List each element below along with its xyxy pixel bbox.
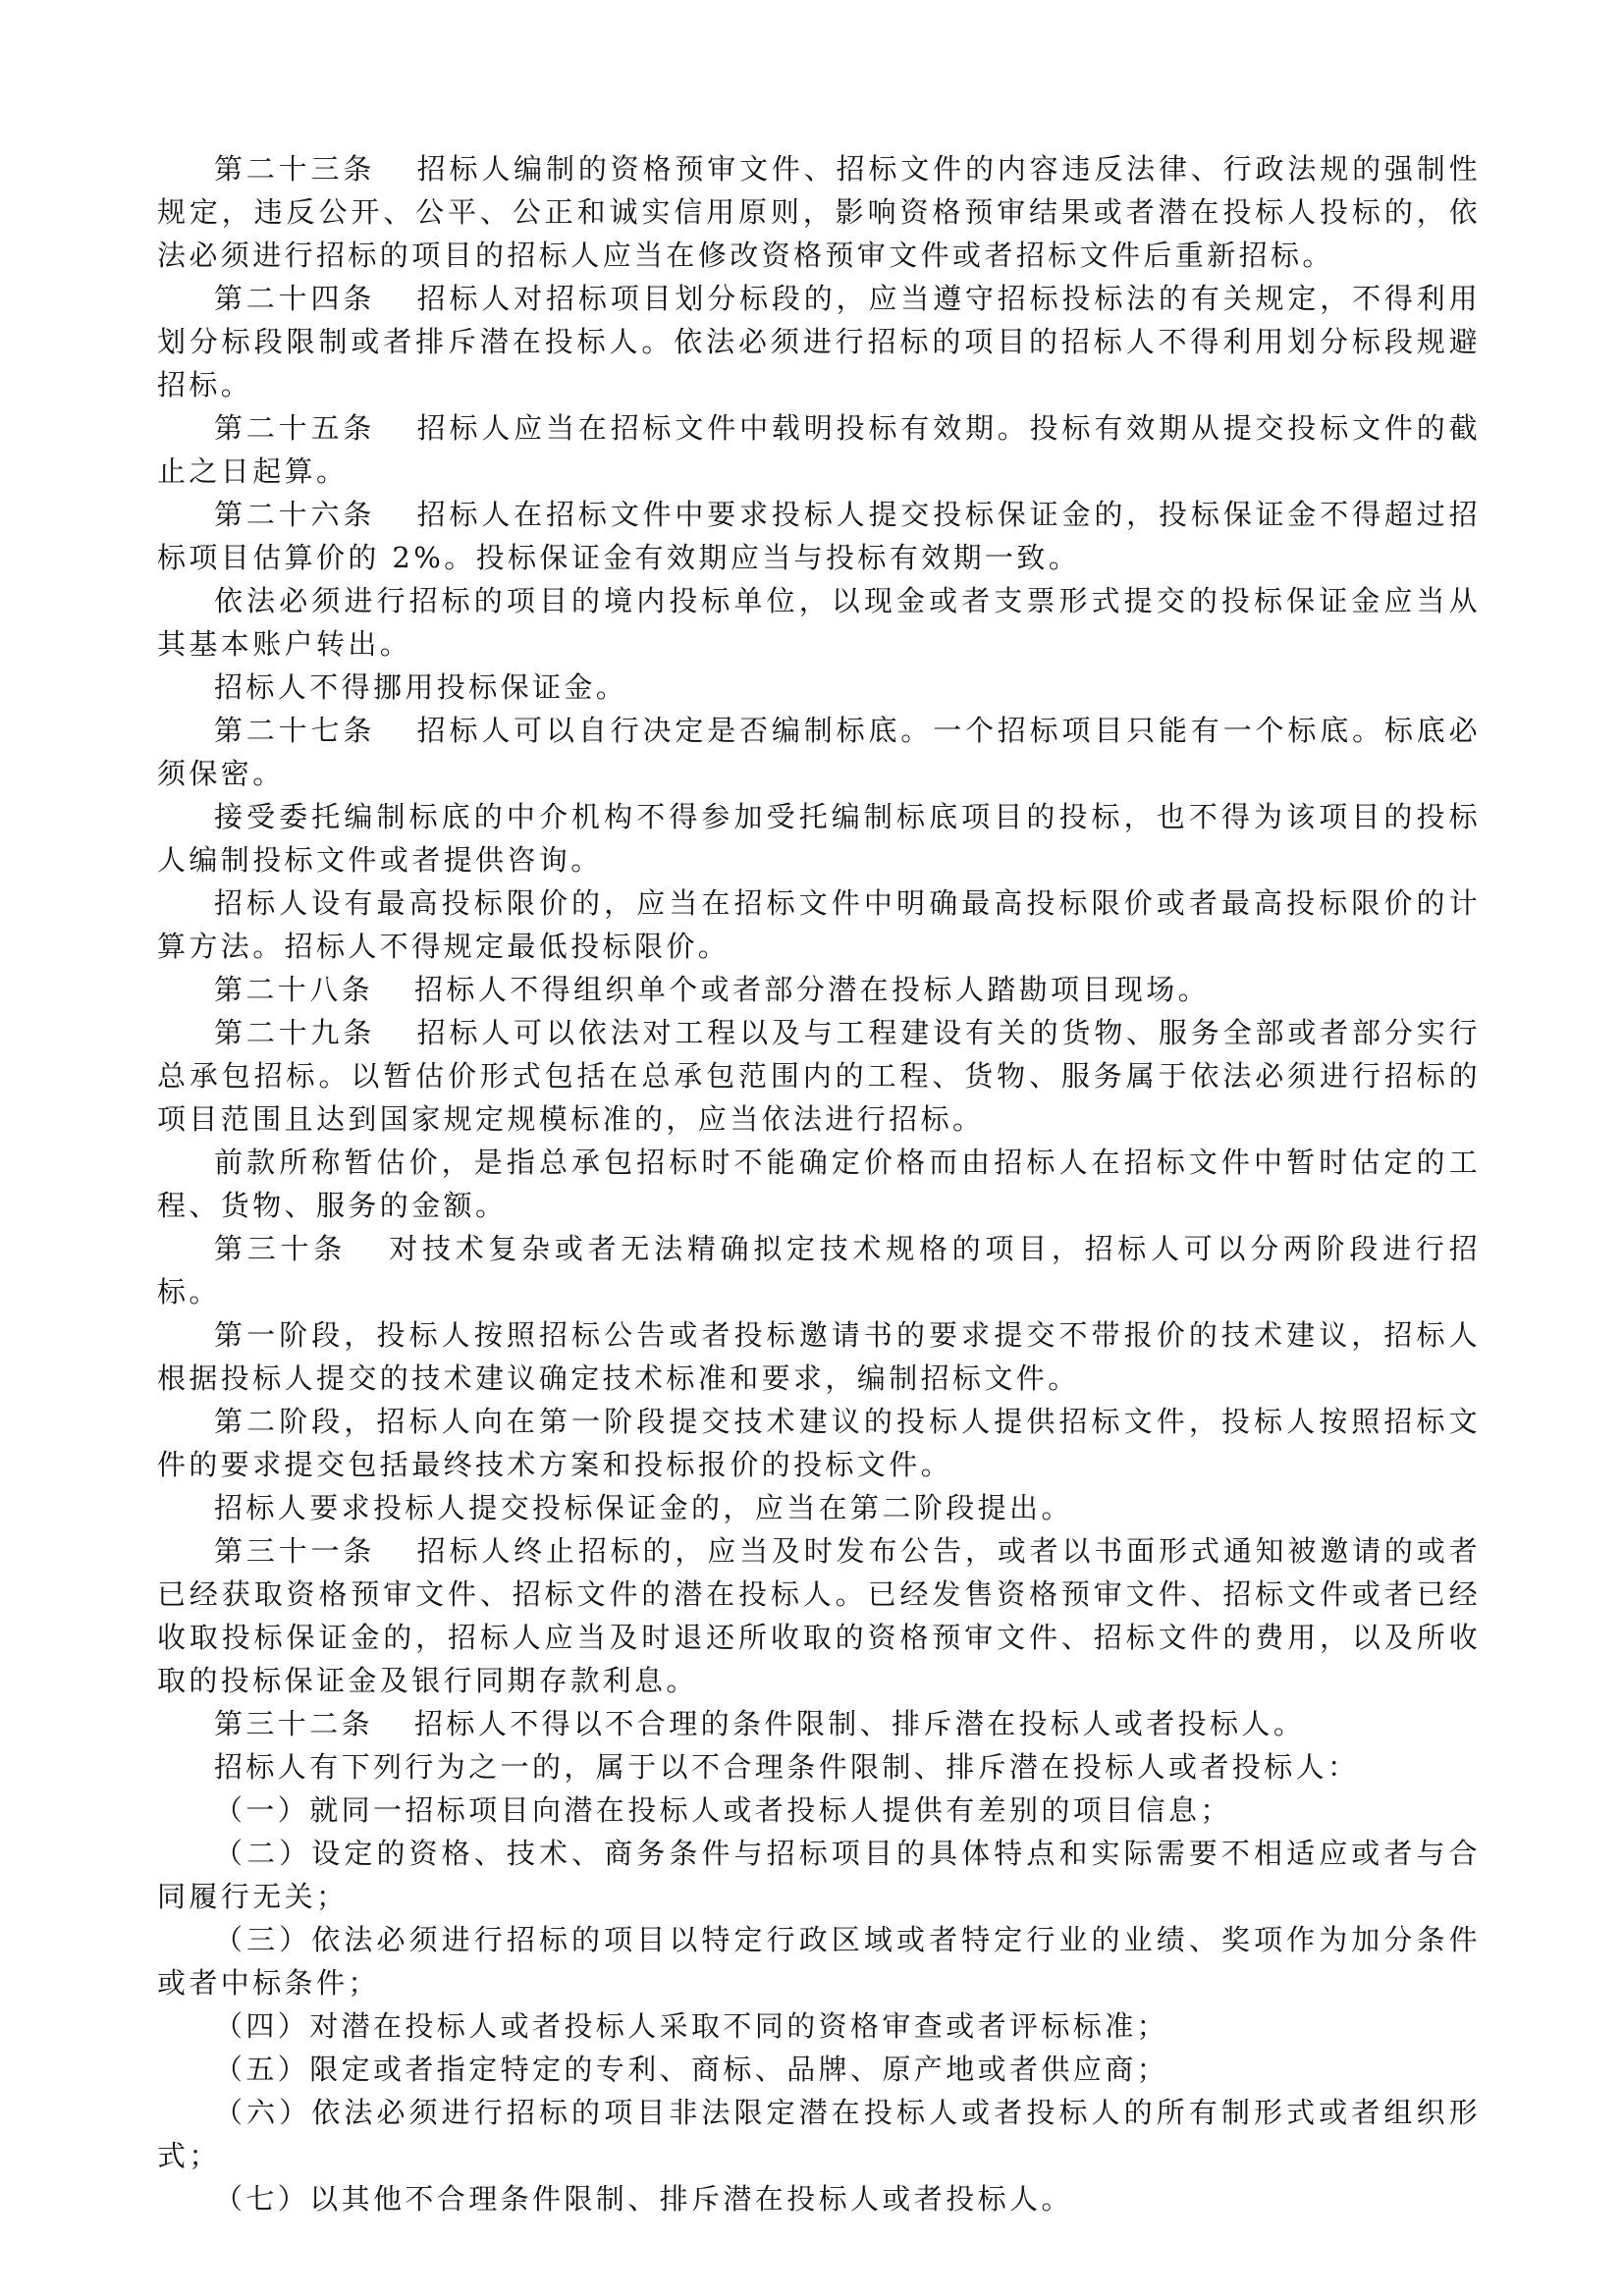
list-item [157, 1918, 1481, 2004]
paragraph-text: 招标人有下列行为之一的，属于以不合理条件限制、排斥潜在投标人或者投标人： [214, 1750, 1360, 1784]
article-number: 第二十五条 [214, 411, 376, 445]
paragraph-text-block [157, 1745, 1481, 1789]
paragraph-text-block [157, 1313, 1481, 1400]
paragraph-text-block [157, 1400, 1481, 1486]
paragraph-text: 招标人终止招标的，应当及时发布公告，或者以书面形式通知被邀请的或者已经获取资格预审文件、招标文件的潜在投标人。已经发售资格预审文件、招标文件或者已经收取投标保证金的，招标人应当及时退还所收取的资格预审文件、招标文件的费用，以及所收取的投标保证金及银行同期存款利息。 [157, 1534, 1481, 1697]
list-item [157, 2048, 1481, 2091]
paragraph-text: 接受委托编制标底的中介机构不得参加受托编制标底项目的投标，也不得为该项目的投标人编制投标文件或者提供咨询。 [157, 800, 1481, 877]
article-number: 第二十六条 [214, 498, 376, 531]
list-item [157, 1789, 1481, 1832]
list-item-text: （二）设定的资格、技术、商务条件与招标项目的具体特点和实际需要不相适应或者与合同履行无关； [157, 1837, 1481, 1913]
paragraph-text: 招标人可以依法对工程以及与工程建设有关的货物、服务全部或者部分实行总承包招标。以暂估价形式包括在总承包范围内的工程、货物、服务属于依法必须进行招标的项目范围且达到国家规定规模标准的，应当依法进行招标。 [157, 1016, 1481, 1136]
paragraph-text: 招标人在招标文件中要求投标人提交投标保证金的，投标保证金不得超过招标项目估算价的 2%。投标保证金有效期应当与投标有效期一致。 [157, 498, 1481, 574]
paragraph-text-block [157, 579, 1481, 666]
paragraph-text-block [157, 666, 1481, 709]
paragraph-text: 第二阶段，招标人向在第一阶段提交技术建议的投标人提供招标文件，投标人按照招标文件的要求提交包括最终技术方案和投标报价的投标文件。 [157, 1405, 1481, 1481]
list-item [157, 2091, 1481, 2177]
article-number: 第三十条 [214, 1232, 347, 1265]
article-number: 第二十四条 [214, 282, 376, 315]
paragraph-text: 招标人不得组织单个或者部分潜在投标人踏勘项目现场。 [414, 973, 1211, 1006]
paragraph-text: 依法必须进行招标的项目的境内投标单位，以现金或者支票形式提交的投标保证金应当从其基本账户转出。 [157, 584, 1481, 661]
list-item-text: （五）限定或者指定特定的专利、商标、品牌、原产地或者供应商； [214, 2053, 1169, 2086]
paragraph-article-23 [157, 147, 1481, 277]
list-item [157, 2177, 1481, 2220]
paragraph-article-24 [157, 277, 1481, 406]
paragraph-text: 招标人应当在招标文件中载明投标有效期。投标有效期从提交投标文件的截止之日起算。 [157, 411, 1481, 488]
list-item-text: （四）对潜在投标人或者投标人采取不同的资格审查或者评标标准； [214, 2009, 1169, 2043]
paragraph-text-block [157, 1141, 1481, 1227]
paragraph-article-26 [157, 493, 1481, 579]
paragraph-text: 招标人不得以不合理的条件限制、排斥潜在投标人或者投标人。 [414, 1707, 1306, 1740]
paragraph-article-32 [157, 1702, 1481, 1745]
paragraph-text: 对技术复杂或者无法精确拟定技术规格的项目，招标人可以分两阶段进行招标。 [157, 1232, 1481, 1308]
article-number: 第二十九条 [214, 1016, 376, 1049]
paragraph-text-block [157, 795, 1481, 881]
paragraph-text: 招标人设有最高投标限价的，应当在招标文件中明确最高投标限价或者最高投标限价的计算方法。招标人不得规定最低投标限价。 [157, 886, 1481, 963]
list-item-text: （一）就同一招标项目向潜在投标人或者投标人提供有差别的项目信息； [214, 1793, 1232, 1827]
paragraph-article-30 [157, 1227, 1481, 1313]
list-item-text: （六）依法必须进行招标的项目非法限定潜在投标人或者投标人的所有制形式或者组织形式； [157, 2096, 1481, 2172]
paragraph-article-29 [157, 1011, 1481, 1141]
document-page [157, 147, 1481, 2220]
paragraph-text-block [157, 1486, 1481, 1529]
list-item-text: （三）依法必须进行招标的项目以特定行政区域或者特定行业的业绩、奖项作为加分条件或者中标条件； [157, 1923, 1481, 2000]
article-number: 第二十八条 [214, 973, 374, 1006]
paragraph-article-31 [157, 1529, 1481, 1702]
article-number: 第二十七条 [214, 714, 376, 747]
paragraph-text-block [157, 881, 1481, 968]
paragraph-article-27 [157, 709, 1481, 795]
list-item [157, 2004, 1481, 2048]
article-number: 第二十三条 [214, 152, 376, 186]
paragraph-text: 招标人要求投标人提交投标保证金的，应当在第二阶段提出。 [214, 1491, 1073, 1524]
paragraph-text: 招标人编制的资格预审文件、招标文件的内容违反法律、行政法规的强制性规定，违反公开、公平、公正和诚实信用原则，影响资格预审结果或者潜在投标人投标的，依法必须进行招标的项目的招标人应当在修改资格预审文件或者招标文件后重新招标。 [157, 152, 1481, 272]
paragraph-text: 招标人可以自行决定是否编制标底。一个招标项目只能有一个标底。标底必须保密。 [157, 714, 1481, 790]
list-item-text: （七）以其他不合理条件限制、排斥潜在投标人或者投标人。 [214, 2182, 1073, 2216]
article-number: 第三十一条 [214, 1534, 376, 1568]
paragraph-text: 招标人对招标项目划分标段的，应当遵守招标投标法的有关规定，不得利用划分标段限制或者排斥潜在投标人。依法必须进行招标的项目的招标人不得利用划分标段规避招标。 [157, 282, 1481, 401]
article-number: 第三十二条 [214, 1707, 374, 1740]
paragraph-text: 招标人不得挪用投标保证金。 [214, 670, 628, 704]
paragraph-article-25 [157, 406, 1481, 493]
list-item [157, 1832, 1481, 1918]
paragraph-text: 前款所称暂估价，是指总承包招标时不能确定价格而由招标人在招标文件中暂时估定的工程、货物、服务的金额。 [157, 1146, 1481, 1222]
paragraph-article-28 [157, 968, 1481, 1011]
paragraph-text: 第一阶段，投标人按照招标公告或者投标邀请书的要求提交不带报价的技术建议，招标人根据投标人提交的技术建议确定技术标准和要求，编制招标文件。 [157, 1318, 1481, 1395]
